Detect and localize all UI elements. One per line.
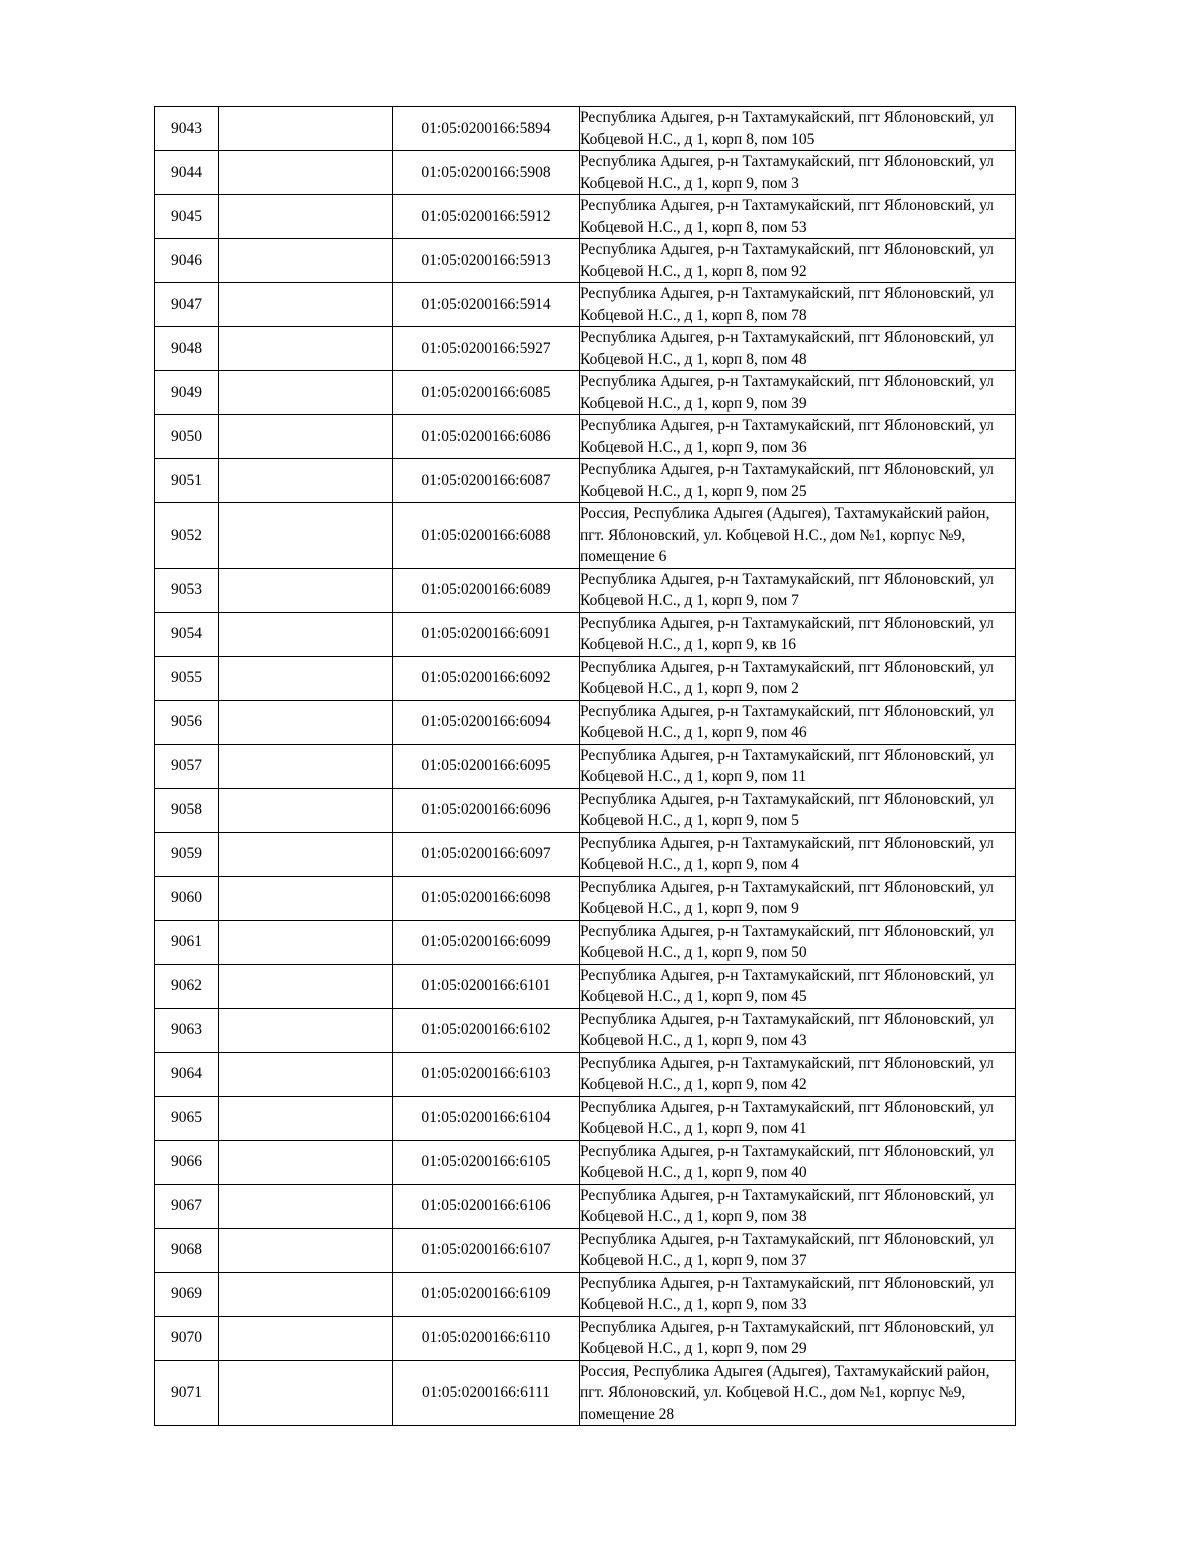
row-number-cell: 9049 xyxy=(155,371,219,415)
empty-cell xyxy=(219,832,393,876)
table-row xyxy=(155,415,1016,459)
empty-cell xyxy=(219,195,393,239)
cadastral-number-cell: 01:05:0200166:6089 xyxy=(393,568,580,612)
row-number-cell: 9046 xyxy=(155,239,219,283)
cadastral-number-cell: 01:05:0200166:6092 xyxy=(393,656,580,700)
empty-cell xyxy=(219,656,393,700)
row-number-cell: 9047 xyxy=(155,283,219,327)
address-cell: Республика Адыгея, р-н Тахтамукайский, пгт Яблоновский, ул Кобцевой Н.С., д 1, корп 9, пом 42 xyxy=(580,1052,1016,1096)
cadastral-number-cell: 01:05:0200166:6099 xyxy=(393,920,580,964)
address-cell: Республика Адыгея, р-н Тахтамукайский, пгт Яблоновский, ул Кобцевой Н.С., д 1, корп 9, пом 39 xyxy=(580,371,1016,415)
empty-cell xyxy=(219,1140,393,1184)
cadastral-number-cell: 01:05:0200166:5908 xyxy=(393,151,580,195)
empty-cell xyxy=(219,327,393,371)
cadastral-number-cell: 01:05:0200166:6105 xyxy=(393,1140,580,1184)
row-number-cell: 9071 xyxy=(155,1360,219,1426)
address-cell: Республика Адыгея, р-н Тахтамукайский, пгт Яблоновский, ул Кобцевой Н.С., д 1, корп 9, пом 4 xyxy=(580,832,1016,876)
empty-cell xyxy=(219,612,393,656)
empty-cell xyxy=(219,107,393,151)
table-row xyxy=(155,1316,1016,1360)
cadastral-number-cell: 01:05:0200166:6109 xyxy=(393,1272,580,1316)
table-row xyxy=(155,371,1016,415)
cadastral-number-cell: 01:05:0200166:6097 xyxy=(393,832,580,876)
table-row xyxy=(155,1140,1016,1184)
empty-cell xyxy=(219,964,393,1008)
cadastral-number-cell: 01:05:0200166:6111 xyxy=(393,1360,580,1426)
row-number-cell: 9067 xyxy=(155,1184,219,1228)
cadastral-number-cell: 01:05:0200166:5894 xyxy=(393,107,580,151)
row-number-cell: 9045 xyxy=(155,195,219,239)
address-cell: Республика Адыгея, р-н Тахтамукайский, пгт Яблоновский, ул Кобцевой Н.С., д 1, корп 8, пом 105 xyxy=(580,107,1016,151)
empty-cell xyxy=(219,371,393,415)
address-cell: Республика Адыгея, р-н Тахтамукайский, пгт Яблоновский, ул Кобцевой Н.С., д 1, корп 8, пом 92 xyxy=(580,239,1016,283)
empty-cell xyxy=(219,1096,393,1140)
row-number-cell: 9065 xyxy=(155,1096,219,1140)
empty-cell xyxy=(219,151,393,195)
empty-cell xyxy=(219,1228,393,1272)
address-cell: Республика Адыгея, р-н Тахтамукайский, пгт Яблоновский, ул Кобцевой Н.С., д 1, корп 9, пом 11 xyxy=(580,744,1016,788)
address-cell: Республика Адыгея, р-н Тахтамукайский, пгт Яблоновский, ул Кобцевой Н.С., д 1, корп 8, пом 78 xyxy=(580,283,1016,327)
cadastral-number-cell: 01:05:0200166:6087 xyxy=(393,459,580,503)
empty-cell xyxy=(219,1272,393,1316)
cadastral-number-cell: 01:05:0200166:6107 xyxy=(393,1228,580,1272)
empty-cell xyxy=(219,1052,393,1096)
cadastral-number-cell: 01:05:0200166:5913 xyxy=(393,239,580,283)
address-cell: Республика Адыгея, р-н Тахтамукайский, пгт Яблоновский, ул Кобцевой Н.С., д 1, корп 9, пом 37 xyxy=(580,1228,1016,1272)
table-row xyxy=(155,832,1016,876)
cadastral-number-cell: 01:05:0200166:5927 xyxy=(393,327,580,371)
empty-cell xyxy=(219,459,393,503)
address-cell: Республика Адыгея, р-н Тахтамукайский, пгт Яблоновский, ул Кобцевой Н.С., д 1, корп 8, пом 48 xyxy=(580,327,1016,371)
address-cell: Республика Адыгея, р-н Тахтамукайский, пгт Яблоновский, ул Кобцевой Н.С., д 1, корп 9, пом 43 xyxy=(580,1008,1016,1052)
empty-cell xyxy=(219,415,393,459)
table-row xyxy=(155,151,1016,195)
row-number-cell: 9054 xyxy=(155,612,219,656)
address-cell: Республика Адыгея, р-н Тахтамукайский, пгт Яблоновский, ул Кобцевой Н.С., д 1, корп 8, пом 53 xyxy=(580,195,1016,239)
table-row xyxy=(155,1228,1016,1272)
row-number-cell: 9057 xyxy=(155,744,219,788)
row-number-cell: 9055 xyxy=(155,656,219,700)
empty-cell xyxy=(219,503,393,569)
empty-cell xyxy=(219,788,393,832)
table-row xyxy=(155,1360,1016,1426)
cadastral-number-cell: 01:05:0200166:6085 xyxy=(393,371,580,415)
table-row xyxy=(155,744,1016,788)
row-number-cell: 9060 xyxy=(155,876,219,920)
row-number-cell: 9066 xyxy=(155,1140,219,1184)
row-number-cell: 9069 xyxy=(155,1272,219,1316)
table-row xyxy=(155,964,1016,1008)
empty-cell xyxy=(219,1184,393,1228)
cadastral-number-cell: 01:05:0200166:6102 xyxy=(393,1008,580,1052)
table-row xyxy=(155,920,1016,964)
row-number-cell: 9068 xyxy=(155,1228,219,1272)
address-cell: Республика Адыгея, р-н Тахтамукайский, пгт Яблоновский, ул Кобцевой Н.С., д 1, корп 9, пом 36 xyxy=(580,415,1016,459)
address-cell: Республика Адыгея, р-н Тахтамукайский, пгт Яблоновский, ул Кобцевой Н.С., д 1, корп 9, пом 33 xyxy=(580,1272,1016,1316)
address-cell: Республика Адыгея, р-н Тахтамукайский, пгт Яблоновский, ул Кобцевой Н.С., д 1, корп 9, пом 7 xyxy=(580,568,1016,612)
empty-cell xyxy=(219,876,393,920)
row-number-cell: 9070 xyxy=(155,1316,219,1360)
table-row xyxy=(155,107,1016,151)
table-row xyxy=(155,612,1016,656)
table-row xyxy=(155,327,1016,371)
address-cell: Республика Адыгея, р-н Тахтамукайский, пгт Яблоновский, ул Кобцевой Н.С., д 1, корп 9, пом 3 xyxy=(580,151,1016,195)
address-cell: Республика Адыгея, р-н Тахтамукайский, пгт Яблоновский, ул Кобцевой Н.С., д 1, корп 9, пом 38 xyxy=(580,1184,1016,1228)
cadastral-number-cell: 01:05:0200166:6101 xyxy=(393,964,580,1008)
table-row xyxy=(155,700,1016,744)
address-cell: Республика Адыгея, р-н Тахтамукайский, пгт Яблоновский, ул Кобцевой Н.С., д 1, корп 9, пом 40 xyxy=(580,1140,1016,1184)
table-row xyxy=(155,656,1016,700)
cadastral-number-cell: 01:05:0200166:6103 xyxy=(393,1052,580,1096)
address-cell: Республика Адыгея, р-н Тахтамукайский, пгт Яблоновский, ул Кобцевой Н.С., д 1, корп 9, пом 5 xyxy=(580,788,1016,832)
empty-cell xyxy=(219,1360,393,1426)
table-row xyxy=(155,1272,1016,1316)
address-cell: Республика Адыгея, р-н Тахтамукайский, пгт Яблоновский, ул Кобцевой Н.С., д 1, корп 9, пом 9 xyxy=(580,876,1016,920)
cadastral-number-cell: 01:05:0200166:6104 xyxy=(393,1096,580,1140)
empty-cell xyxy=(219,239,393,283)
address-cell: Республика Адыгея, р-н Тахтамукайский, пгт Яблоновский, ул Кобцевой Н.С., д 1, корп 9, пом 25 xyxy=(580,459,1016,503)
empty-cell xyxy=(219,920,393,964)
cadastral-number-cell: 01:05:0200166:6096 xyxy=(393,788,580,832)
row-number-cell: 9061 xyxy=(155,920,219,964)
table-row xyxy=(155,1184,1016,1228)
address-cell: Россия, Республика Адыгея (Адыгея), Тахтамукайский район, пгт. Яблоновский, ул. Кобцевой Н.С., дом №1, корпус №9, помещение 6 xyxy=(580,503,1016,569)
address-cell: Россия, Республика Адыгея (Адыгея), Тахтамукайский район, пгт. Яблоновский, ул. Кобцевой Н.С., дом №1, корпус №9, помещение 28 xyxy=(580,1360,1016,1426)
row-number-cell: 9062 xyxy=(155,964,219,1008)
table-row xyxy=(155,1052,1016,1096)
address-cell: Республика Адыгея, р-н Тахтамукайский, пгт Яблоновский, ул Кобцевой Н.С., д 1, корп 9, пом 41 xyxy=(580,1096,1016,1140)
table-row xyxy=(155,503,1016,569)
row-number-cell: 9063 xyxy=(155,1008,219,1052)
cadastral-number-cell: 01:05:0200166:6091 xyxy=(393,612,580,656)
address-cell: Республика Адыгея, р-н Тахтамукайский, пгт Яблоновский, ул Кобцевой Н.С., д 1, корп 9, пом 29 xyxy=(580,1316,1016,1360)
address-cell: Республика Адыгея, р-н Тахтамукайский, пгт Яблоновский, ул Кобцевой Н.С., д 1, корп 9, пом 50 xyxy=(580,920,1016,964)
row-number-cell: 9051 xyxy=(155,459,219,503)
address-cell: Республика Адыгея, р-н Тахтамукайский, пгт Яблоновский, ул Кобцевой Н.С., д 1, корп 9, пом 45 xyxy=(580,964,1016,1008)
address-cell: Республика Адыгея, р-н Тахтамукайский, пгт Яблоновский, ул Кобцевой Н.С., д 1, корп 9, пом 2 xyxy=(580,656,1016,700)
empty-cell xyxy=(219,568,393,612)
cadastral-number-cell: 01:05:0200166:6088 xyxy=(393,503,580,569)
table-row xyxy=(155,788,1016,832)
cadastral-number-cell: 01:05:0200166:6086 xyxy=(393,415,580,459)
cadastral-number-cell: 01:05:0200166:6098 xyxy=(393,876,580,920)
empty-cell xyxy=(219,1316,393,1360)
cadastral-number-cell: 01:05:0200166:6094 xyxy=(393,700,580,744)
table-row xyxy=(155,1008,1016,1052)
empty-cell xyxy=(219,1008,393,1052)
property-registry-table xyxy=(154,106,1016,1426)
table-row xyxy=(155,876,1016,920)
cadastral-number-cell: 01:05:0200166:6106 xyxy=(393,1184,580,1228)
row-number-cell: 9059 xyxy=(155,832,219,876)
table-row xyxy=(155,195,1016,239)
row-number-cell: 9056 xyxy=(155,700,219,744)
address-cell: Республика Адыгея, р-н Тахтамукайский, пгт Яблоновский, ул Кобцевой Н.С., д 1, корп 9, пом 46 xyxy=(580,700,1016,744)
table-row xyxy=(155,568,1016,612)
row-number-cell: 9064 xyxy=(155,1052,219,1096)
empty-cell xyxy=(219,283,393,327)
table-row xyxy=(155,459,1016,503)
empty-cell xyxy=(219,700,393,744)
table-body xyxy=(155,107,1016,1426)
cadastral-number-cell: 01:05:0200166:5912 xyxy=(393,195,580,239)
row-number-cell: 9053 xyxy=(155,568,219,612)
row-number-cell: 9052 xyxy=(155,503,219,569)
row-number-cell: 9058 xyxy=(155,788,219,832)
row-number-cell: 9048 xyxy=(155,327,219,371)
table-row xyxy=(155,283,1016,327)
empty-cell xyxy=(219,744,393,788)
row-number-cell: 9043 xyxy=(155,107,219,151)
table-row xyxy=(155,239,1016,283)
cadastral-number-cell: 01:05:0200166:6095 xyxy=(393,744,580,788)
cadastral-number-cell: 01:05:0200166:5914 xyxy=(393,283,580,327)
cadastral-number-cell: 01:05:0200166:6110 xyxy=(393,1316,580,1360)
address-cell: Республика Адыгея, р-н Тахтамукайский, пгт Яблоновский, ул Кобцевой Н.С., д 1, корп 9, кв 16 xyxy=(580,612,1016,656)
table-row xyxy=(155,1096,1016,1140)
row-number-cell: 9044 xyxy=(155,151,219,195)
row-number-cell: 9050 xyxy=(155,415,219,459)
